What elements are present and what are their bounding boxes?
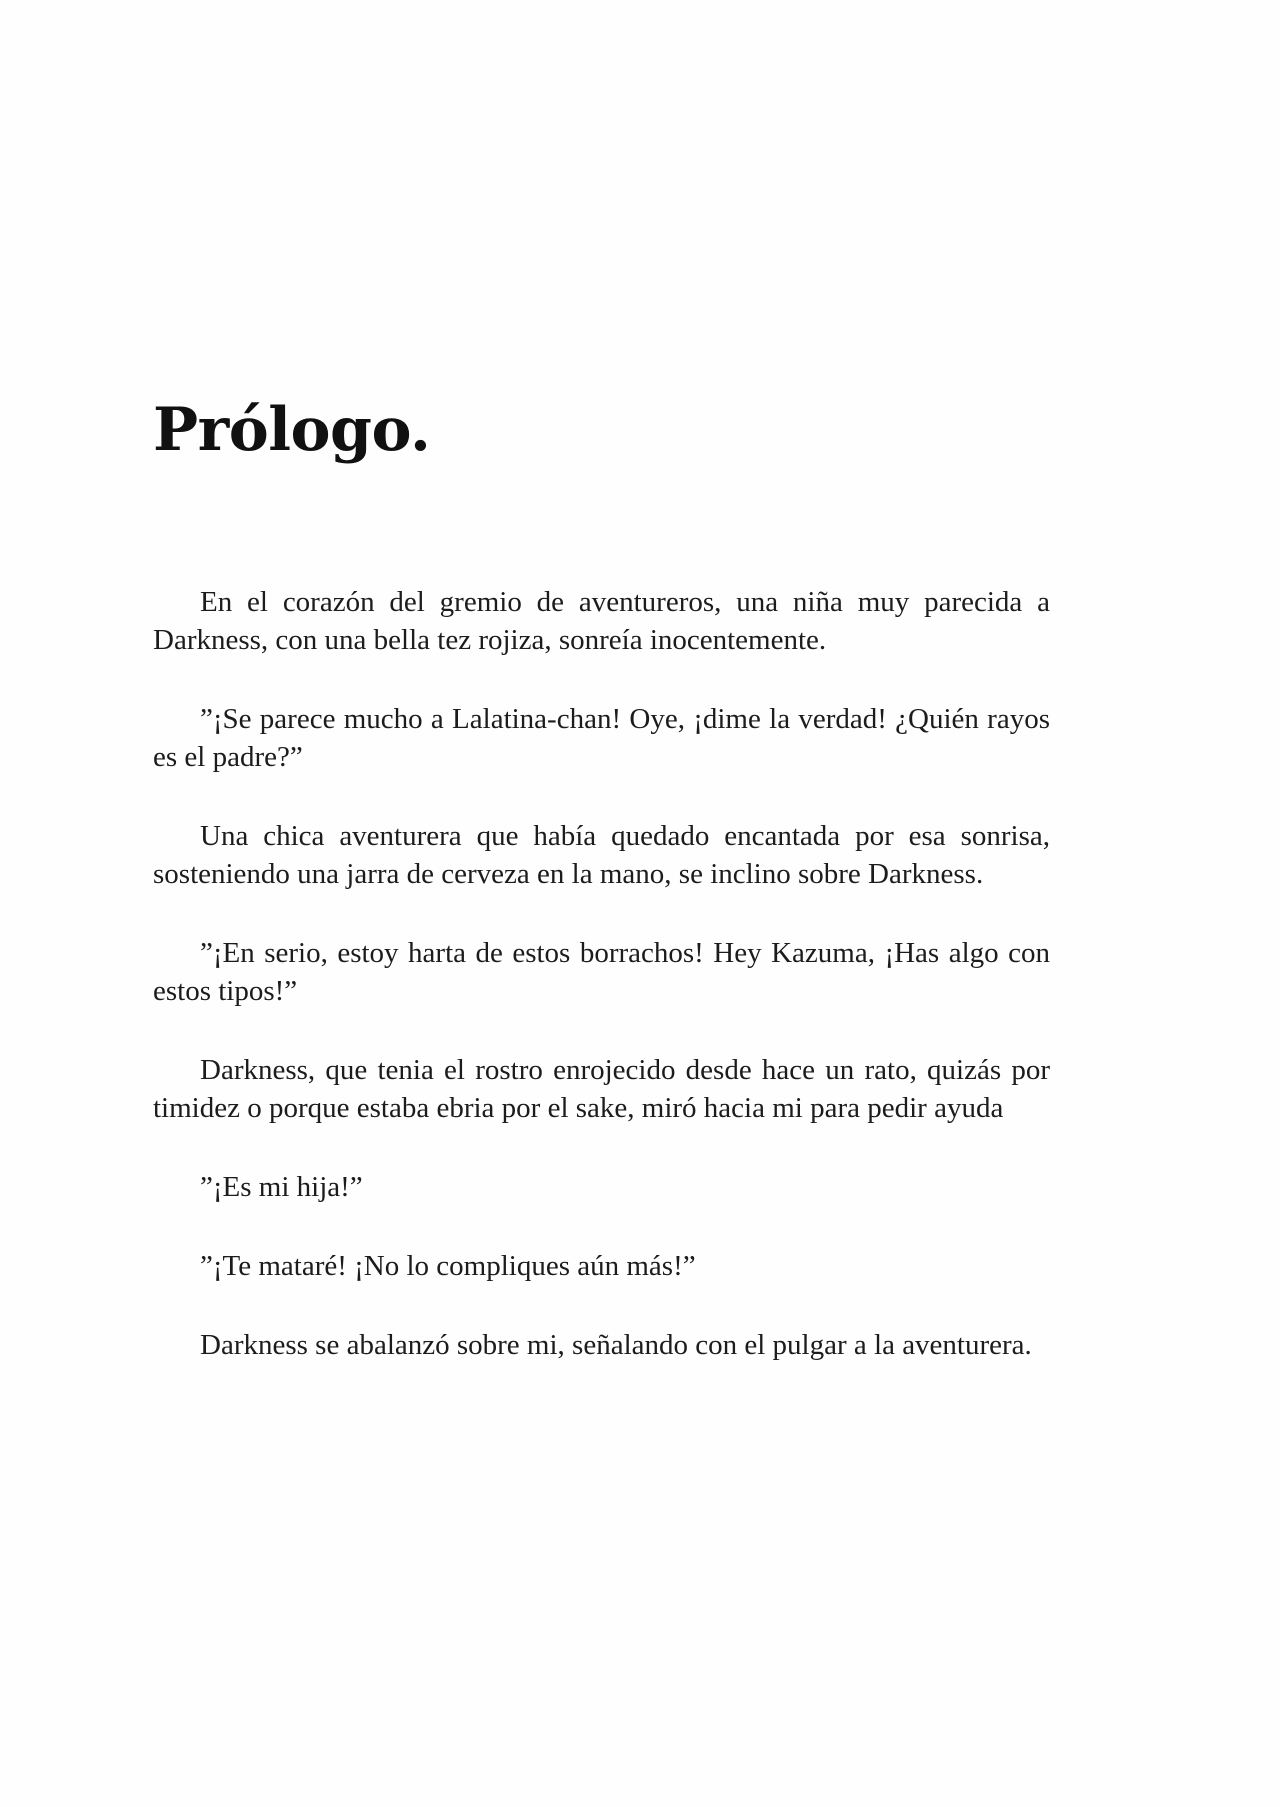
paragraph: En el corazón del gremio de aventureros, una niña muy parecida a Darkness, con una bella tez rojiza, sonreía inocentemente. [153,586,1050,656]
chapter-body [153,583,1050,1405]
paragraph: Darkness, que tenia el rostro enrojecido desde hace un rato, quizás por timidez o porque estaba ebria por el sake, miró hacia mi para pedir ayuda [153,1054,1050,1124]
paragraph: Darkness se abalanzó sobre mi, señalando con el pulgar a la aventurera. [200,1329,1032,1361]
paragraph: Una chica aventurera que había quedado encantada por esa sonrisa, sosteniendo una jarra de cerveza en la mano, se inclino sobre Darkness. [153,820,1050,890]
paragraph: ”¡Se parece mucho a Lalatina-chan! Oye, ¡dime la verdad! ¿Quién rayos es el padre?” [153,703,1050,773]
paragraph: ”¡Te mataré! ¡No lo compliques aún más!” [200,1250,696,1282]
paragraph: ”¡En serio, estoy harta de estos borrachos! Hey Kazuma, ¡Has algo con estos tipos!” [153,937,1050,1007]
paragraph: ”¡Es mi hija!” [200,1171,363,1203]
chapter-title: Prólogo. [153,395,431,465]
